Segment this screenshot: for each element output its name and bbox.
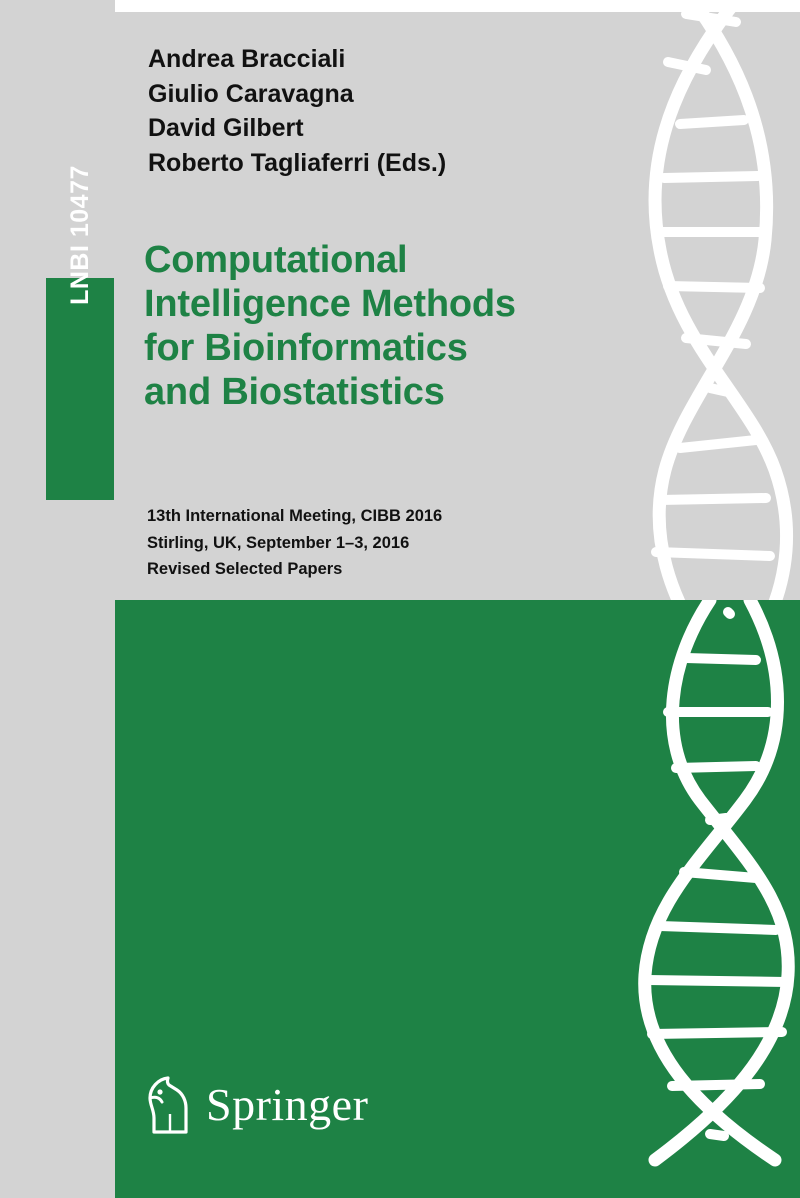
- publisher-name: Springer: [206, 1079, 369, 1130]
- editor-name: David Gilbert: [148, 114, 304, 142]
- editors-list: [148, 42, 578, 180]
- cover-top-edge: [115, 0, 800, 12]
- publisher-logo: [140, 1070, 470, 1140]
- subtitle-line: Stirling, UK, September 1–3, 2016: [147, 533, 410, 552]
- subtitle-line: 13th International Meeting, CIBB 2016: [147, 507, 443, 525]
- title-line: and Biostatistics: [144, 371, 445, 414]
- springer-knight-icon: [140, 1074, 194, 1136]
- title-line: Computational: [144, 239, 408, 281]
- title-line: for Bioinformatics: [144, 327, 468, 370]
- cover-left-band-lower: [0, 600, 115, 1198]
- editor-name: Andrea Bracciali: [148, 45, 346, 73]
- editor-name: Giulio Caravagna: [148, 79, 354, 108]
- book-title: [144, 238, 614, 414]
- series-label: LNBI 10477: [65, 165, 94, 305]
- subtitle-line: Revised Selected Papers: [147, 560, 343, 579]
- book-subtitle: [147, 503, 607, 583]
- editor-name: Roberto Tagliaferri (Eds.): [148, 148, 447, 177]
- title-line: Intelligence Methods: [144, 283, 516, 326]
